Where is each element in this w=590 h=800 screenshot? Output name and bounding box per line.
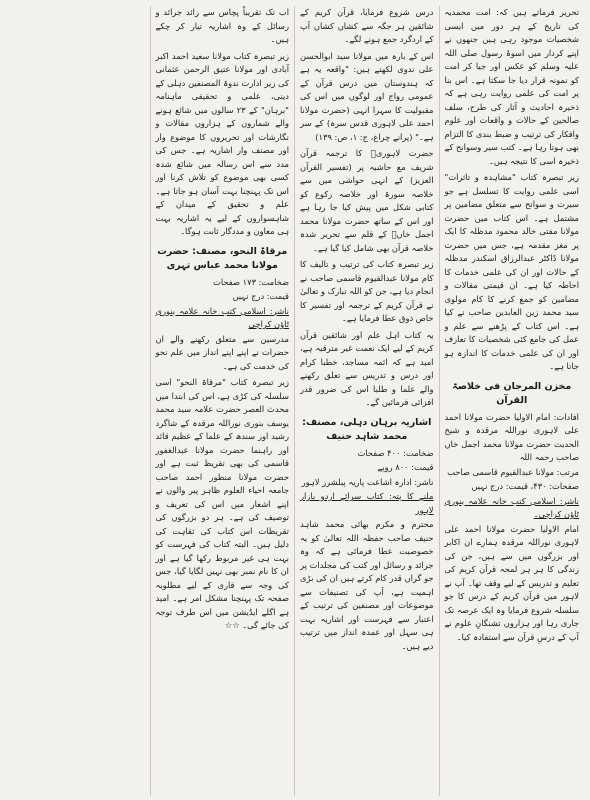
column-3 — [151, 6, 296, 796]
column-1 — [440, 6, 585, 796]
text-columns — [6, 6, 584, 796]
paragraph: تحریر فرماتے ہیں کہ: امت محمدیہ کی تاریخ کے ہر دور میں ایسی شخصیات موجود رہی ہیں جنھوں نے اپنے کردار میں اسوۂ رسول صلی اللہ علیہ وسلم کو عکس اور جیا کر امت کو نمونہ قرار دیا جا سکتا ہے۔ اس بنا پر امت کی علمی روایت رہی ہے کہ ذخیرہ احادیث و آثار کی طرح، سلف صالحین کے حالات و واقعات اور علوم وافکار کی ترتیب و ضبط بندی کا التزام بھی ہوتا رہا ہے۔ کتب سیر وسوانح کے ذخیرہ اسی کا نتیجہ ہیں۔ — [444, 7, 579, 166]
book-review-heading: اشاریہ برہان دہلی، مصنف: محمد شاہد حنیف — [302, 416, 432, 442]
paragraph: اس کے بارہ میں مولانا سید ابوالحسن علی ندوی لکھتے ہیں: "واقعہ یہ ہے کہ ہندوستان میں درس قرآن کے عمومی رواج اور لوگوں میں اس کی مقبولیت کا سہرا انہی (حضرت مولانا احمد علی لاہوری قدس سرہ) کے سر ہے۔" (پرانے چراغ، ج: ۱، ص: ۱۳۹) — [300, 50, 434, 142]
book-meta: ضخامت: ۱۷۳ صفحات — [213, 276, 289, 287]
book-meta: مرتب: مولانا عبدالقیوم قاسمی صاحب — [447, 466, 579, 477]
paragraph: زیر تبصرہ کتاب کی ترتیب و تالیف کا کام مولانا عبدالقیوم قاسمی صاحب نے انجام دیا ہے، جن کو اللہ تبارک و تعالیٰ نے قرآن کریم کے ترجمہ اور تفسیر کا خاص ذوق عطا فرمایا ہے۔ — [300, 259, 434, 323]
book-meta: قیمت: ۸۰۰ روپے — [377, 462, 434, 472]
book-meta: افادات: امام الاولیا حضرت مولانا احمد علی لاہوری نوراللہ مرقدہ و شیخ الحدیث حضرت مولانا محمد اجمل خاں صاحب رحمہ اللہ — [444, 411, 579, 462]
book-review-heading: مرقاۃ النحو، مصنف: حضرت مولانا محمد عباس تہری — [157, 245, 288, 271]
paragraph: زیر تبصرہ کتاب "مرقاۃ النحو" اسی سلسلہ کی کڑی ہے، اس کی ابتدا میں محدث العصر حضرت علامہ سید محمد یوسف بنوری نوراللہ مرقدہ کے شاگرد رشید اور سندھ کے علما کے عظیم قائد اور راہنما حضرت مولانا عبدالغفور قاسمی کی بھی تقریظ ثبت ہے اور حضرت مولانا منظور احمد صاحب جامعہ احیاء العلوم ظاہر پیر والوں نے اپنے اشعار میں اس کی تعریف و توصیف کی ہے۔ ہر دو بزرگوں کی تقریظات اس کتاب کی ثقاہت کی دلیل ہیں۔ البتہ کتاب کی فہرست کو بہت ہی غیر مربوط رکھا گیا ہے اور ان کا نام نمبر بھی نہیں لگایا گیا، جس کی وجہ سے قاری کے لیے مطلوبہ صفحہ تک پہنچنا مشکل امر ہے۔ امید ہے اگلے ایڈیشن میں اس طرف توجہ کی جائے گی۔ ☆☆ — [155, 377, 289, 630]
paragraph: زیر تبصرہ کتاب "مشاہدہ و تاثرات" اسی علمی روایت کا تسلسل ہے جو سیرت و سوانح سے متعلق مضامین پر مشتمل ہے۔ اس کتاب میں حضرت مولانا مفتی خالد محمود مدظلہ کا ایک پر مغز مقدمہ ہے، جس میں حضرت مولانا ڈاکٹر عبدالرزاق اسکندر مدظلہ کے حالات اور ان کی علمی خدمات کا احاطہ کیا ہے۔ ان قیمتی مقالات و مضامین کو جمع کرنے کا کام مولوی سید محمد زین العابدین صاحب نے کیا ہے۔ اس کتاب کے پڑھنے سے علم و عمل کی جامع کئی شخصیات کا تعارف اور ان کی علمی خدمات کا اندازہ ہو جاتا ہے۔ — [444, 172, 579, 371]
paragraph: اب تک تقریباً پچاس سے زائد جرائد و رسائل کے وہ اشاریہ تیار کر چکے ہیں۔ — [155, 7, 289, 44]
book-publisher: ناشر: اسلامی کتب خانہ علامہ بنوری ٹاؤن کراچی — [155, 305, 289, 329]
book-meta: صفحات: ۴۳۰، قیمت: درج نہیں — [471, 481, 579, 491]
book-meta: ضخامت: ۴۰۰ صفحات — [357, 447, 434, 458]
paragraph: حضرت لاہوریؒ کا ترجمہ قرآن شریف مع حاشیہ پر (تفسیر القرآن العزیز) کے انہی حواشی میں سے خلاصہ سورۃ اور خلاصہ رکوع کو کتابی شکل میں پیش کیا جا رہا ہے اور اس کے ساتھ حضرت مولانا محمد اجمل خاںؒ کے قلم سے تحریر شدہ خلاصہ قرآن بھی شامل کیا گیا ہے۔ — [300, 148, 434, 253]
paragraph: زیر تبصرہ کتاب مولانا سعید احمد اکبر آبادی اور مولانا عتیق الرحمن عثمانی کی زیر ادارت ندوۃ المصنفین دہلی کے دینی، علمی و تحقیقی ماہنامہ "برہان" کے ۲۳ سالوں میں شائع ہونے والے شماروں کے ہزاروں مقالات و نگارشات اور تحریروں کا موضوع وار اور مصنف وار اشاریہ ہے۔ جس کی مدد سے اس رسالہ میں شائع شدہ کسی بھی موضوع کو تلاش کرنا اور اس تک پہنچنا بہت آسان ہو جاتا ہے۔ علم و تحقیق کے میدان کے شاہسواروں کے لیے یہ اشاریہ بہت ہی معاون و مددگار ثابت ہوگا۔ — [155, 50, 289, 236]
book-review-heading: مخزن المرجان فی خلاصۃ القرآن — [452, 380, 572, 406]
book-publisher: ناشر: اسلامی کتب خانہ علامہ بنوری ٹاؤن کراچی۔ — [444, 495, 579, 519]
book-meta: قیمت: درج نہیں — [232, 291, 289, 301]
book-meta: ناشر: ادارہ اشاعت پاریہ پبلشرز لاہور — [301, 476, 434, 487]
paragraph: مدرسین سے متعلق رکھنے والے ان حضرات نے اپنے اپنے انداز میں علم نحو کی خدمت کی ہے۔ — [155, 333, 289, 371]
paragraph: محترم و مکرم بھائی محمد شاہد حنیف صاحب حفظہ اللہ تعالیٰ کو یہ خصوصیت عطا فرمائی ہے کہ وہ جرائد و رسائل اور کتب کی مجلدات پر جو گراں قدر کام کرتے ہیں ان کی بڑی اہمیت ہے، آپ کی تصنیفات سے موضوعات اور مصنفین کی ترتیب کے اعتبار سے فہرست اور اشاریہ بہت ہی سہل اور عمدہ انداز میں ترتیب دیے ہیں۔ — [300, 519, 434, 651]
column-4 — [6, 6, 151, 796]
paragraph: درس شروع فرمایا، قرآن کریم کے شائقین ہر جگہ سے کشاں کشاں آپ کے اردگرد جمع ہونے لگے۔ — [300, 7, 434, 44]
column-2 — [295, 6, 440, 796]
book-publisher: ملنے کا پتہ: کتاب سرائے اردو بازار لاہور — [300, 491, 434, 515]
paragraph: یہ کتاب اہل علم اور شائقین قرآن کریم کے لیے ایک نعمت غیر مترقبہ ہے، امید ہے کہ ائمہ مساجد، خطبا کرام اور درس و تدریس سے تعلق رکھنے والے علما و طلبا اس کی ضرور قدر افزائی فرمائیں گے۔ — [300, 329, 434, 407]
paragraph: امام الاولیا حضرت مولانا احمد علی لاہوری نوراللہ مرقدہ ہمارے ان اکابر اور بزرگوں میں سے ہیں، جن کی زندگی کا ہر ہر لمحہ قرآن کریم کی تعلیم و تدریس کے لیے وقف تھا۔ آپ نے لاہور میں قرآن کریم کے درس کا جو سلسلہ شروع فرمایا وہ ایک عرصہ تک جاری رہا اور ہزاروں تشنگانِ علوم نے آپ کے درسِ قرآن سے استفادہ کیا۔ — [444, 523, 579, 642]
